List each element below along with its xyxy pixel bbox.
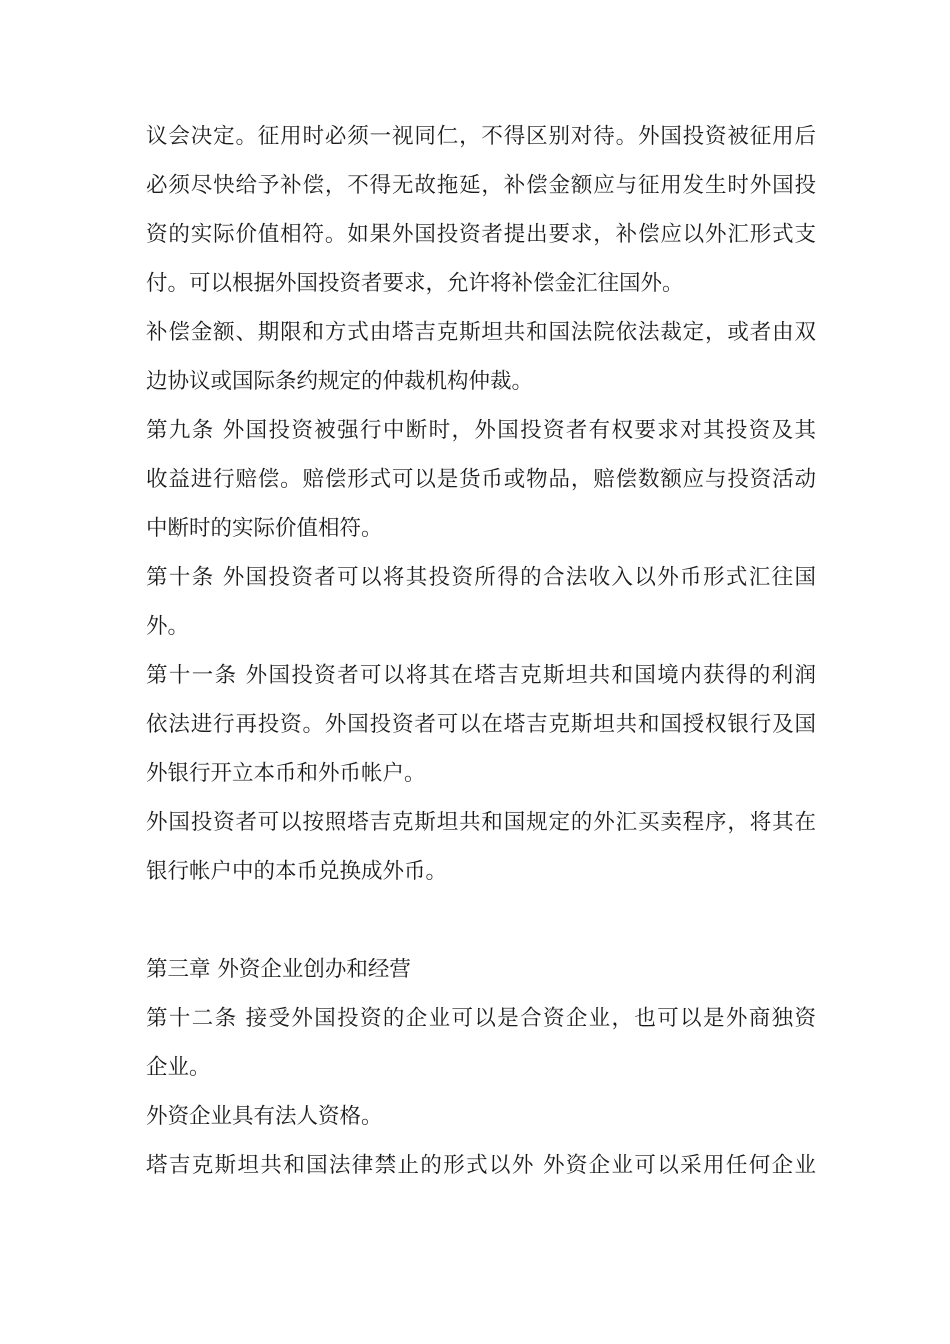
text-line: 付。可以根据外国投资者要求，允许将补偿金汇往国外。 — [146, 271, 684, 296]
text-line: 第十二条 接受外国投资的企业可以是合资企业，也可以是外商独资 — [146, 1006, 816, 1031]
text-line: 第十条 外国投资者可以将其投资所得的合法收入以外币形式汇往国 — [146, 565, 816, 590]
text-line: 第三章 外资企业创办和经营 — [146, 957, 411, 982]
text-line: 银行帐户中的本币兑换成外币。 — [146, 859, 448, 884]
text-line: 中断时的实际价值相符。 — [146, 516, 383, 541]
text-line: 收益进行赔偿。赔偿形式可以是货币或物品，赔偿数额应与投资活动 — [146, 467, 816, 492]
text-line: 第十一条 外国投资者可以将其在塔吉克斯坦共和国境内获得的利润 — [146, 663, 816, 688]
text-line: 必须尽快给予补偿，不得无故拖延，补偿金额应与征用发生时外国投 — [146, 173, 816, 198]
text-line: 外资企业具有法人资格。 — [146, 1104, 383, 1129]
text-line: 资的实际价值相符。如果外国投资者提出要求，补偿应以外汇形式支 — [146, 222, 816, 247]
text-line: 外银行开立本币和外币帐户。 — [146, 761, 426, 786]
text-line: 补偿金额、期限和方式由塔吉克斯坦共和国法院依法裁定，或者由双 — [146, 320, 816, 345]
document-body — [146, 112, 816, 1190]
paragraph-gap — [146, 896, 816, 945]
text-line: 议会决定。征用时必须一视同仁，不得区别对待。外国投资被征用后 — [146, 124, 816, 149]
text-line: 企业。 — [146, 1055, 211, 1080]
text-line: 依法进行再投资。外国投资者可以在塔吉克斯坦共和国授权银行及国 — [146, 712, 816, 737]
text-line: 塔吉克斯坦共和国法律禁止的形式以外 外资企业可以采用任何企业 — [146, 1153, 816, 1178]
text-line: 边协议或国际条约规定的仲裁机构仲裁。 — [146, 369, 534, 394]
text-line: 第九条 外国投资被强行中断时，外国投资者有权要求对其投资及其 — [146, 418, 816, 443]
text-line: 外国投资者可以按照塔吉克斯坦共和国规定的外汇买卖程序，将其在 — [146, 810, 816, 835]
text-line: 外。 — [146, 614, 190, 639]
